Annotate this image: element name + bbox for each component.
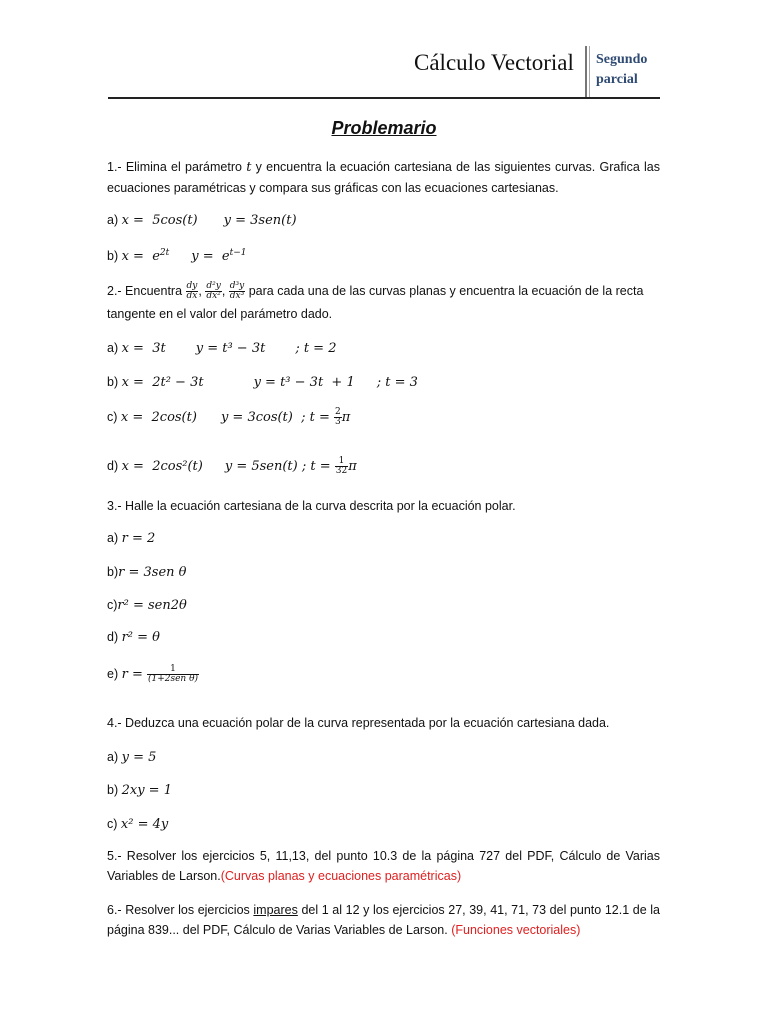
- exam-tag-line2: parcial: [596, 72, 638, 87]
- q4-item-c: c) x² = 4y: [107, 817, 169, 832]
- question-2-line2: tangente en el valor del parámetro dado.: [107, 307, 333, 321]
- header-divider: [585, 46, 587, 99]
- q5-topic-note: (Curvas planas y ecuaciones paramétricas): [220, 869, 462, 883]
- header-rule: [108, 97, 660, 99]
- course-title: Cálculo Vectorial: [414, 50, 574, 75]
- q6-topic-note: (Funciones vectoriales): [451, 923, 581, 937]
- question-6-text: 6.- Resolver los ejercicios impares del 1 al 12 y los ejercicios 27, 39, 41, 71, 73 del punto 12.1 de la página 839... del PDF, Cálculo de Varias Variables de Larson. (Funciones vectoriales): [107, 903, 660, 937]
- question-3-text: 3.- Halle la ecuación cartesiana de la curva descrita por la ecuación polar.: [107, 499, 516, 513]
- q3-item-a: a) r = 2: [107, 531, 156, 546]
- header-divider-thin: [589, 46, 590, 99]
- fraction-d3y-dx3: $\frac{\text{d³y}}{\text{dx³}}$: [229, 281, 245, 302]
- q2-item-b: b) x = 2t² − 3t y = t³ − 3t + 1 ; t = 3: [107, 375, 418, 390]
- q4-item-b: b) 2xy = 1: [107, 783, 172, 798]
- fraction-dy-dx: $\frac{dy}{dx}$: [186, 281, 198, 302]
- q1-item-a: a) x = 5cos(t) y = 3sen(t): [107, 213, 297, 228]
- q3-item-e: e) r = $\frac{1}{\text{(1+2sen θ)}}$: [107, 664, 199, 685]
- exam-tag-line1: Segundo: [596, 52, 648, 67]
- question-2-line1: 2.- Encuentra $\frac{dy}{dx}$ , $\frac{\text{d²y}}{\text{dx²}}$ , $\frac{\text{d³y}}{\text{dx³}}$ para cada una de las curvas planas y encuentra la ecuación de la recta: [107, 281, 644, 302]
- q1-item-b: b) $x = e^{2t}$ $y = e^{t-1}$: [107, 248, 247, 265]
- fraction-d2y-dx2: $\frac{\text{d²y}}{\text{dx²}}$: [206, 281, 221, 302]
- question-5-text: 5.- Resolver los ejercicios 5, 11,13, del punto 10.3 de la página 727 del PDF, Cálculo de Varias Variables de Larson.(Curvas planas y ecuaciones paramétricas): [107, 849, 660, 883]
- q3-item-c: c)r² = sen2θ: [107, 598, 187, 613]
- q3-item-d: d) r² = θ: [107, 630, 161, 645]
- q4-item-a: a) y = 5: [107, 750, 157, 765]
- page-title: Problemario: [331, 118, 437, 138]
- q2-item-d: d) x = 2cos²(t) y = 5sen(t) ; t = $\frac{1}{32}$ π: [107, 456, 357, 477]
- question-4-text: 4.- Deduzca una ecuación polar de la curva representada por la ecuación cartesiana dada.: [107, 716, 610, 730]
- q3-item-b: b)r = 3sen θ: [107, 565, 187, 580]
- question-1-text: 1.- Elimina el parámetro t y encuentra la ecuación cartesiana de las siguientes curvas. Grafica las ecuaciones paramétricas y compara sus gráficas con las ecuaciones cartesianas.: [107, 160, 660, 195]
- exam-tag: [596, 50, 666, 90]
- q2-item-a: a) x = 3t y = t³ − 3t ; t = 2: [107, 341, 337, 356]
- q2-item-c: c) x = 2cos(t) y = 3cos(t) ; t = $\frac{2}{3}$ π: [107, 407, 351, 428]
